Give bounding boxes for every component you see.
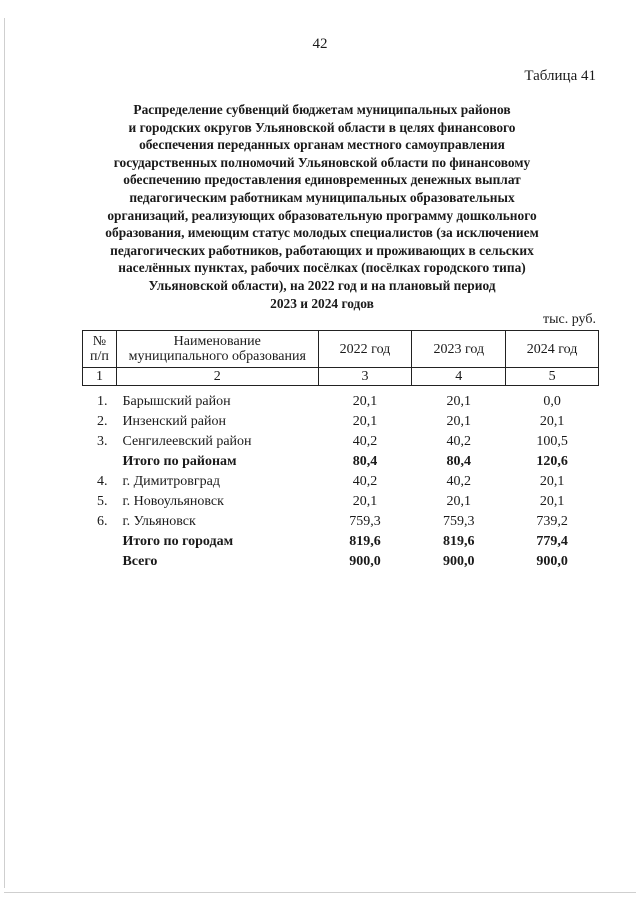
- row-name: г. Ульяновск: [122, 514, 196, 529]
- row-number: 4.: [96, 474, 108, 489]
- column-number-row: [83, 368, 599, 386]
- title-line: населённых пунктах, рабочих посёлках (посёлках городского типа): [118, 260, 526, 276]
- scan-edge-bottom: [4, 892, 636, 893]
- allocation-table: [82, 330, 599, 572]
- table-row: [83, 492, 599, 512]
- header-year-2022: 2022 год: [318, 331, 412, 368]
- value-2022: 900,0: [349, 554, 381, 569]
- scan-edge-left: [4, 18, 5, 888]
- title-line: Распределение субвенций бюджетам муниципальных районов: [133, 102, 511, 117]
- row-number: 6.: [96, 514, 108, 529]
- value-2024: 120,6: [536, 454, 568, 469]
- header-name: [116, 331, 318, 368]
- column-number: 2: [116, 368, 318, 386]
- row-name: Итого по районам: [122, 454, 237, 469]
- value-2022: 819,6: [349, 534, 381, 549]
- row-name: Итого по городам: [122, 534, 234, 549]
- value-2023: 80,4: [446, 454, 472, 469]
- header-name-line1: Наименование: [173, 334, 261, 349]
- table-row: [83, 472, 599, 492]
- page-number: 42: [312, 36, 328, 52]
- row-name: Инзенский район: [122, 414, 226, 429]
- value-2023: 20,1: [446, 393, 472, 409]
- title-line: обеспечения переданных органам местного самоуправления: [139, 137, 505, 153]
- row-number: 2.: [96, 414, 108, 429]
- title-line: 2023 и 2024 годов: [270, 295, 374, 311]
- value-2023: 40,2: [446, 474, 472, 489]
- header-number: [83, 331, 117, 368]
- value-2023: 20,1: [446, 494, 472, 509]
- value-2022: 20,1: [352, 393, 378, 409]
- table-row: [83, 412, 599, 432]
- header-name-line2: муниципального образования: [128, 349, 306, 364]
- value-2023: 759,3: [443, 514, 475, 529]
- subtotal-row: [83, 452, 599, 472]
- header-number-line1: №: [92, 334, 107, 349]
- subtotal-row: [83, 532, 599, 552]
- units-label: тыс. руб.: [543, 312, 596, 327]
- value-2024: 20,1: [539, 494, 565, 509]
- document-title: [96, 101, 548, 312]
- value-2022: 20,1: [352, 414, 378, 429]
- row-number: 3.: [96, 434, 108, 449]
- value-2022: 759,3: [349, 514, 381, 529]
- row-number: [83, 552, 117, 572]
- grand-total-row: [83, 552, 599, 572]
- row-name: Барышский район: [122, 393, 231, 409]
- value-2024: 20,1: [539, 474, 565, 489]
- title-line: государственных полномочий Ульяновской области по финансовому: [113, 154, 531, 170]
- title-line: организаций, реализующих образовательную программу дошкольного: [107, 207, 537, 223]
- column-number: 5: [506, 368, 599, 386]
- table-row: [83, 386, 599, 413]
- value-2022: 40,2: [352, 434, 378, 449]
- value-2024: 779,4: [536, 534, 568, 549]
- value-2023: 819,6: [443, 534, 475, 549]
- value-2024: 739,2: [536, 514, 568, 529]
- title-line: педагогических работников, работающих и проживающих в сельских: [110, 242, 534, 258]
- row-name: Сенгилеевский район: [122, 434, 252, 449]
- table-header-row: [83, 331, 599, 368]
- value-2024: 100,5: [536, 434, 568, 449]
- row-name: Всего: [122, 554, 158, 569]
- table-row: [83, 512, 599, 532]
- value-2023: 900,0: [443, 554, 475, 569]
- row-number: [83, 452, 117, 472]
- title-line: обеспечению предоставления единовременных денежных выплат: [123, 172, 521, 188]
- header-year-2023: 2023 год: [412, 331, 506, 368]
- column-number: 3: [318, 368, 412, 386]
- title-line: образования, имеющим статус молодых специалистов (за исключением: [105, 225, 539, 241]
- row-name: г. Димитровград: [122, 474, 220, 489]
- title-line: Ульяновской области), на 2022 год и на плановый период: [148, 277, 496, 293]
- row-number: 1.: [96, 393, 108, 409]
- value-2024: 20,1: [539, 414, 565, 429]
- value-2022: 80,4: [352, 454, 378, 469]
- value-2023: 20,1: [446, 414, 472, 429]
- row-number: 5.: [96, 494, 108, 509]
- value-2023: 40,2: [446, 434, 472, 449]
- value-2024: 900,0: [536, 554, 568, 569]
- value-2022: 40,2: [352, 474, 378, 489]
- column-number: 4: [412, 368, 506, 386]
- header-number-line2: п/п: [90, 349, 109, 364]
- title-line: и городских округов Ульяновской области в целях финансового: [128, 119, 516, 135]
- row-name: г. Новоульяновск: [122, 494, 224, 509]
- value-2022: 20,1: [352, 494, 378, 509]
- column-number: 1: [83, 368, 117, 386]
- value-2024: 0,0: [543, 393, 561, 409]
- table-row: [83, 432, 599, 452]
- title-line: педагогическим работникам муниципальных образовательных: [129, 189, 515, 205]
- row-number: [83, 532, 117, 552]
- header-year-2024: 2024 год: [506, 331, 599, 368]
- table-label: Таблица 41: [524, 68, 596, 84]
